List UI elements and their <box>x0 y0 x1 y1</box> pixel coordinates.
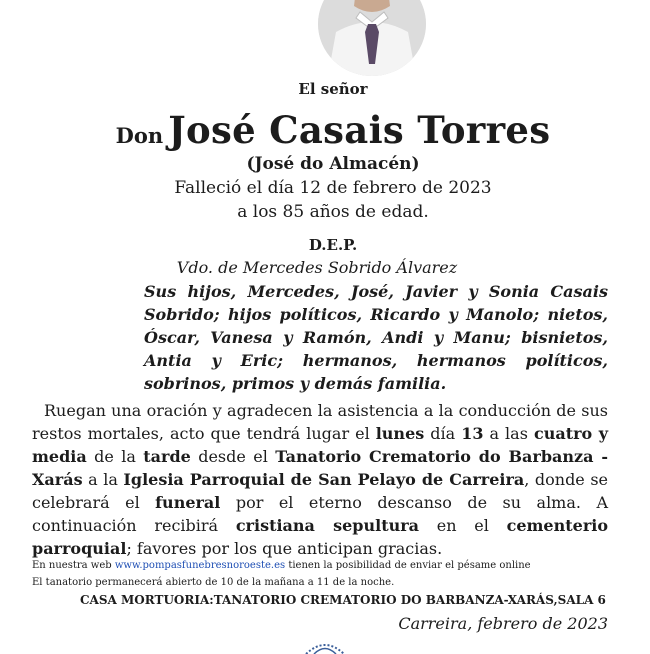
deceased-name: José Casais Torres <box>168 108 551 152</box>
web-note: En nuestra web www.pompasfunebresnoroeste.es tienen la posibilidad de enviar el pésame online <box>32 560 531 571</box>
intro-text: El señor <box>298 80 368 98</box>
opening-hours: El tanatorio permanecerá abierto de 10 de la mañana a 11 de la noche. <box>32 577 395 588</box>
death-date: Falleció el día 12 de febrero de 2023 <box>174 178 492 198</box>
nickname: (José do Almacén) <box>246 154 420 174</box>
deceased-name-line <box>8 108 650 152</box>
honorific: Don <box>115 123 164 148</box>
family-list: Sus hijos, Mercedes, José, Javier y Sonia Casais Sobrido; hijos políticos, Ricardo y Manolo; nietos, Óscar, Vanesa y Ramón, Andi y Manu; bisnietos, Antia y Eric; hermanos, hermanos políticos, sobrinos, primos y demás familia. <box>144 282 608 393</box>
portrait-photo <box>318 0 426 76</box>
age-at-death: a los 85 años de edad. <box>237 202 429 222</box>
place-date: Carreira, febrero de 2023 <box>398 614 608 633</box>
widow-line: Vdo. de Mercedes Sobrido Álvarez <box>176 258 458 277</box>
website-link[interactable]: www.pompasfunebresnoroeste.es <box>114 560 286 571</box>
mortuary-address: CASA MORTUORIA:TANATORIO CREMATORIO DO BARBANZA-XARÁS,SALA 6 <box>80 593 606 607</box>
ceremony-text: Ruegan una oración y agradecen la asistencia a la conducción de sus restos mortales, acto que tendrá lugar el lunes día 13 a las cuatro y media de la tarde desde el Tanatorio Crematorio do Barbanza - Xarás a la Iglesia Parroquial de San Pelayo de Carreira, donde se celebrará el funeral por el eterno descanso de su alma. A continuación recibirá cristiana sepultura en el cementerio parroquial; favores por los que anticipan gracias. <box>32 401 609 558</box>
dep-text: D.E.P. <box>308 236 358 254</box>
funeral-home-logo <box>302 634 348 654</box>
